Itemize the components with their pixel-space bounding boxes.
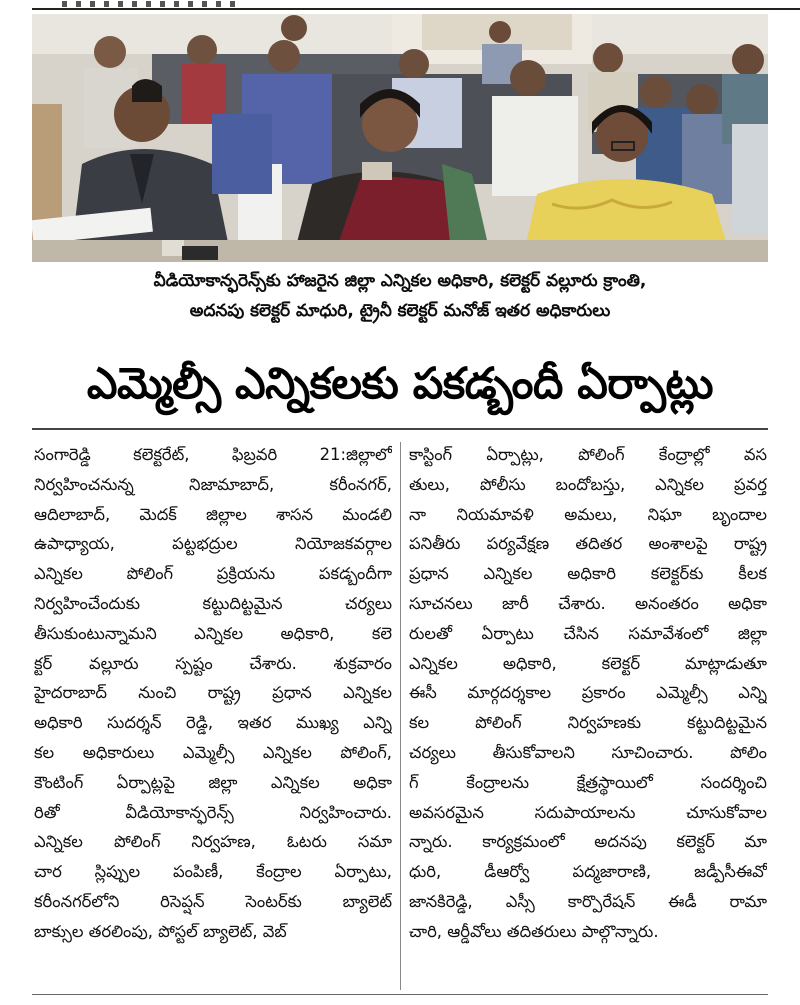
article-column-right: [409, 440, 767, 988]
article-line: నిర్వహించేందుకు కట్టుదిట్టమైన చర్యలు: [34, 593, 392, 613]
article-line: రితో వీడియోకాన్ఫరెన్స్ నిర్వహించారు.: [34, 802, 392, 822]
article-line: నా నియమావళి అమలు, నిఘా బృందాల: [409, 504, 767, 524]
article-line: ధురి, డీఆర్వో పద్మజారాణి, జడ్పీసీఈవో: [409, 862, 767, 882]
caption-line-1: వీడియోకాన్ఫరెన్స్‌కు హాజరైన జిల్లా ఎన్నికల అధికారి, కలెక్టర్ వల్లూరు క్రాంతి,: [153, 271, 647, 291]
article-line: సూచనలు జారీ చేశారు. అనంతరం అధికా: [409, 593, 767, 613]
article-line: బాక్సుల తరలింపు, పోస్టల్ బ్యాలెట్, వెబ్: [34, 921, 287, 941]
column-rule: [400, 442, 401, 990]
article-line: కల పోలింగ్ నిర్వహణకు కట్టుదిట్టమైన: [409, 713, 767, 733]
article-line: కాస్టింగ్ ఏర్పాట్లు, పోలింగ్ కేంద్రాల్లో వస: [409, 445, 767, 464]
bottom-rule: [32, 994, 768, 995]
article-line: ఉపాధ్యాయ, పట్టభద్రుల నియోజకవర్గాల: [34, 534, 392, 554]
article-line: జానకిరెడ్డి, ఎస్సీ కార్పొరేషన్ ఈడీ రామా: [409, 891, 767, 911]
article-line: పనితీరు పర్యవేక్షణ తదితర అంశాలపై రాష్ట్ర: [409, 534, 767, 554]
article-column-left: [34, 440, 392, 988]
article-line: హైదరాబాద్ నుంచి రాష్ట్ర ప్రధాన ఎన్నికల: [34, 683, 392, 703]
article-line: ప్రధాన ఎన్నికల అధికారి కలెక్టర్‌కు కీలక: [409, 564, 767, 584]
meeting-photo-illustration: [32, 14, 768, 262]
article-line: క్టర్ వల్లూరు స్పష్టం చేశారు. శుక్రవారం: [34, 653, 392, 673]
meeting-photo: [32, 14, 768, 262]
headline: ఎమ్మెల్సీ ఎన్నికలకు పకడ్బందీ ఏర్పాట్లు: [86, 359, 714, 409]
headline-divider: [32, 428, 768, 430]
article-line: సంగారెడ్డి కలెక్టరేట్, ఫిబ్రవరి 21:జిల్లాలో: [34, 445, 392, 464]
top-rule: [32, 8, 800, 10]
article-line: కౌంటింగ్ ఏర్పాట్లపై జిల్లా ఎన్నికల అధికా: [34, 772, 392, 792]
caption-line-2: అదనపు కలెక్టర్ మాధురి, ట్రైనీ కలెక్టర్ మనోజ్ ఇతర అధికారులు: [189, 301, 611, 321]
article-line: కల అధికారులు ఎమ్మెల్సీ ఎన్నికల పోలింగ్,: [34, 742, 392, 762]
article-line: అధికారి సుదర్శన్ రెడ్డి, ఇతర ముఖ్య ఎన్ని: [34, 713, 392, 733]
article-line: తీసుకుంటున్నామని ఎన్నికల అధికారి, కలె: [34, 623, 392, 643]
article-line: చర్యలు తీసుకోవాలని సూచించారు. పోలిం: [409, 742, 767, 762]
article-line: ఆదిలాబాద్, మెదక్ జిల్లాల శాసన మండలి: [34, 504, 392, 524]
article-line: తులు, పోలీసు బందోబస్తు, ఎన్నికల ప్రవర్త: [409, 474, 767, 494]
article-line: చారి, ఆర్డీవోలు తదితరులు పాల్గొన్నారు.: [409, 921, 659, 941]
article-line: గ్ కేంద్రాలను క్షేత్రస్థాయిలో సందర్శించి: [409, 772, 767, 792]
article-line: ఈసీ మార్గదర్శకాల ప్రకారం ఎమ్మెల్సీ ఎన్ని: [409, 683, 767, 703]
article-line: ఎన్నికల పోలింగ్ ప్రక్రియను పకడ్బందీగా: [34, 564, 392, 584]
article-line: నిర్వహించనున్న నిజామాబాద్, కరీంనగర్,: [34, 474, 392, 494]
article-line: రులతో ఏర్పాటు చేసిన సమావేశంలో జిల్లా: [409, 623, 767, 643]
article-line: కరీంనగర్‌లోని రిసెప్షన్ సెంటర్‌కు బ్యాలెట్: [34, 891, 392, 911]
article-line: చార స్లిప్పుల పంపిణీ, కేంద్రాల ఏర్పాటు,: [34, 862, 392, 882]
photo-caption: [32, 266, 768, 336]
article-line: ఎన్నికల అధికారి, కలెక్టర్ మాట్లాడుతూ: [409, 653, 767, 673]
article-line: అవసరమైన సదుపాయాలను చూసుకోవాల: [409, 802, 767, 822]
article-line: న్నారు. కార్యక్రమంలో అదనపు కలెక్టర్ మా: [409, 832, 767, 852]
article-line: ఎన్నికల పోలింగ్ నిర్వహణ, ఓటరు సమా: [34, 832, 392, 852]
